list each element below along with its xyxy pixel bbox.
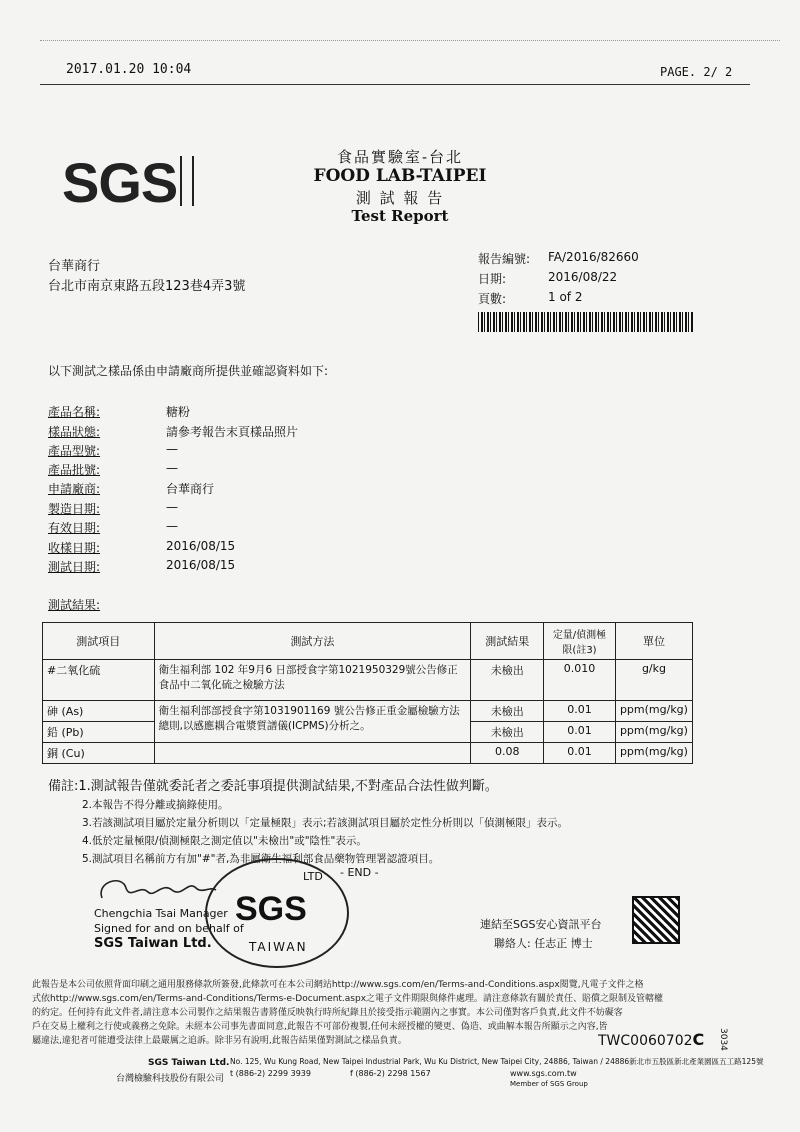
cell-unit: g/kg: [615, 660, 692, 701]
field-test-date: [48, 558, 236, 575]
doc-number-text: TWC0060702: [598, 1033, 693, 1049]
fax-datetime: 2017.01.20 10:04: [66, 62, 192, 77]
field-expiry-date: [48, 519, 178, 536]
results-table: [42, 622, 693, 764]
note-2: 2.本報告不得分離或摘錄使用。: [82, 799, 229, 811]
signature-scribble: [92, 868, 222, 912]
note-3: 3.若該測試項目屬於定量分析則以「定量極限」表示;若該測試項目屬於定性分析則以「偵測極限」表示。: [82, 817, 569, 829]
cell-limit: 0.01: [544, 701, 616, 722]
field-value: —: [166, 461, 178, 475]
field-label: 收樣日期:: [48, 541, 101, 555]
field-value: 台華商行: [166, 482, 215, 496]
report-date-value: 2016/08/22: [548, 270, 618, 284]
field-value: 糖粉: [166, 405, 191, 419]
side-code: 3034: [718, 1028, 728, 1051]
cell-item: 銅 (Cu): [43, 743, 155, 764]
note-4: 4.低於定量極限/偵測極限之測定值以"未檢出"或"陰性"表示。: [82, 835, 367, 847]
footer-member: Member of SGS Group: [510, 1080, 588, 1088]
field-label: 製造日期:: [48, 502, 101, 516]
report-title-cn: 測 試 報 告: [355, 189, 445, 207]
cell-unit: ppm(mg/kg): [615, 701, 692, 722]
footer-legal-2: 式依http://www.sgs.com/en/Terms-and-Conditions/Terms-e-Document.aspx之電子文件期限與條件處理。請注意條款有關於責任、賠償之限制及管轄權: [32, 994, 664, 1004]
field-value: —: [166, 500, 178, 514]
report-title-en: Test Report: [351, 207, 449, 225]
field-value: —: [166, 519, 178, 533]
report-number: [478, 250, 718, 267]
report-number-value: FA/2016/82660: [548, 250, 639, 264]
signed-line: Signed for and on behalf of: [94, 922, 244, 935]
report-number-label: 報告編號:: [478, 252, 531, 266]
col-header-item: 測試項目: [43, 623, 155, 660]
company-stamp: [205, 858, 349, 968]
footer-address: No. 125, Wu Kung Road, New Taipei Industrial Park, Wu Ku District, New Taipei City, 24886, Taiwan / 24886新北市五股區新北產業園區五工路125號: [230, 1057, 764, 1066]
footer-legal-3: 的約定。任何持有此文件者,請注意本公司製作之結果報告書將僅反映執行時所紀錄且於接受指示範圍內之事實。本公司僅對客戶負責,此文件不妨礙客: [32, 1008, 623, 1018]
cell-result: 0.08: [471, 743, 544, 764]
field-label: 樣品狀態:: [48, 425, 101, 439]
field-sample-state: [48, 423, 299, 440]
note-5: 5.測試項目名稱前方有加"#"者,為非屬衛生福利部食品藥物管理署認證項目。: [82, 853, 440, 865]
signer-name: Chengchia Tsai Manager: [94, 907, 228, 920]
fax-page: PAGE. 2/ 2: [660, 65, 733, 79]
client-name: 台華商行: [48, 259, 101, 274]
footer-company-en: SGS Taiwan Ltd.: [148, 1058, 230, 1068]
field-label: 申請廠商:: [48, 482, 101, 496]
cell-result: 未檢出: [471, 722, 544, 743]
field-product-name: [48, 403, 191, 420]
sgs-logo-text: SGS: [62, 151, 178, 214]
cell-method: 衛生福利部 102 年9月6 日部授食字第1021950329號公告修正食品中二氧化硫之檢驗方法: [154, 660, 471, 701]
platform-link[interactable]: 連結至SGS安心資訊平台: [480, 918, 602, 931]
cell-result: 未檢出: [471, 660, 544, 701]
lab-title-cn: 食品實驗室-台北: [336, 148, 464, 166]
intro-text: 以下測試之樣品係由申請廠商所提供並確認資料如下:: [48, 364, 329, 378]
field-label: 測試日期:: [48, 560, 101, 574]
end-mark: - END -: [340, 866, 379, 879]
cell-item: #二氧化硫: [43, 660, 155, 701]
cell-limit: 0.010: [544, 660, 616, 701]
lab-title-en: FOOD LAB-TAIPEI: [313, 166, 487, 186]
signer-company: SGS Taiwan Ltd.: [94, 936, 212, 951]
table-row: [43, 743, 693, 764]
results-heading: 測試結果:: [48, 598, 101, 612]
field-label: 產品批號:: [48, 463, 101, 477]
fax-rule: [40, 84, 750, 85]
field-label: 產品名稱:: [48, 405, 101, 419]
cell-item: 砷 (As): [43, 701, 155, 722]
contact-person: 聯絡人: 任志正 博士: [494, 937, 593, 950]
footer-legal-4: 戶在交易上權利之行使或義務之免除。未經本公司事先書面同意,此報告不可部份複製,任何未經授權的變更、偽造、或曲解本報告所顯示之內容,皆: [32, 1022, 608, 1032]
field-manufacture-date: [48, 500, 178, 517]
report-pages-value: 1 of 2: [548, 290, 583, 304]
report-date-label: 日期:: [478, 272, 507, 286]
field-batch: [48, 461, 178, 478]
cell-unit: ppm(mg/kg): [615, 722, 692, 743]
report-pages: [478, 290, 718, 307]
footer-fax: f (886-2) 2298 1567: [350, 1069, 431, 1078]
qr-code: [632, 896, 680, 944]
field-value: 2016/08/15: [166, 558, 236, 572]
barcode: [478, 312, 693, 332]
doc-number-suffix: C: [692, 1030, 705, 1049]
doc-number: [598, 1030, 704, 1049]
field-model: [48, 442, 178, 459]
cell-limit: 0.01: [544, 743, 616, 764]
field-value: —: [166, 442, 178, 456]
client-address: 台北市南京東路五段123巷4弄3號: [48, 279, 246, 294]
report-pages-label: 頁數:: [478, 292, 507, 306]
field-applicant: [48, 480, 215, 497]
stamp-bottom-text: TAIWAN: [249, 940, 308, 954]
cell-item: 鉛 (Pb): [43, 722, 155, 743]
report-date: [478, 270, 718, 287]
footer-legal-5: 屬違法,違犯者可能遭受法律上最嚴厲之追訴。除非另有說明,此報告結果僅對測試之樣品負責。: [32, 1036, 407, 1046]
field-value: 2016/08/15: [166, 539, 236, 553]
note-1: 備註:1.測試報告僅就委託者之委託事項提供測試結果,不對產品合法性做判斷。: [48, 779, 498, 794]
cell-unit: ppm(mg/kg): [615, 743, 692, 764]
field-received-date: [48, 539, 236, 556]
table-row: [43, 660, 693, 701]
table-row: [43, 701, 693, 722]
cell-limit: 0.01: [544, 722, 616, 743]
cell-method-empty: [154, 743, 471, 764]
cell-method: 衛生福利部部授食字第1031901169 號公告修正重金屬檢驗方法總則,以感應耦合電漿質譜儀(ICPMS)分析之。: [154, 701, 471, 743]
table-header-row: [43, 623, 693, 660]
col-header-result: 測試結果: [471, 623, 544, 660]
field-value: 請參考報告末頁樣品照片: [166, 425, 299, 439]
field-label: 有效日期:: [48, 521, 101, 535]
col-header-unit: 單位: [615, 623, 692, 660]
footer-company-cn: 台灣檢驗科技股份有限公司: [116, 1074, 225, 1084]
col-header-limit: 定量/偵測極限(註3): [544, 623, 616, 660]
field-label: 產品型號:: [48, 444, 101, 458]
footer-legal-1: 此報告是本公司依照背面印刷之通用服務條款所簽發,此條款可在本公司網站http://www.sgs.com/en/Terms-and-Conditions.aspx閱覽,凡電子文件之格: [32, 980, 644, 990]
footer-web[interactable]: www.sgs.com.tw: [510, 1069, 577, 1078]
cell-result: 未檢出: [471, 701, 544, 722]
col-header-method: 測試方法: [154, 623, 471, 660]
footer-phone: t (886-2) 2299 3939: [230, 1069, 311, 1078]
stamp-top-text: LTD: [303, 870, 323, 883]
fax-rule-dotted: [40, 40, 780, 41]
stamp-logo: SGS: [235, 890, 307, 928]
